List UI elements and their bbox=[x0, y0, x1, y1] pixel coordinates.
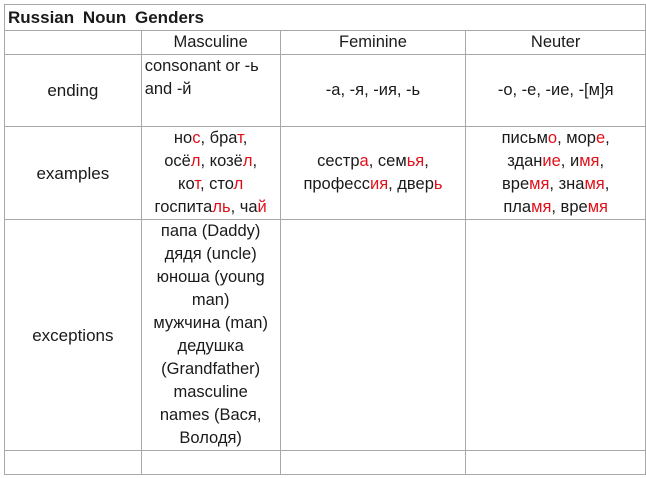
ending-highlight: т bbox=[194, 175, 200, 193]
example-line: нос, брат, bbox=[173, 129, 248, 147]
example-line: осёл, козёл, bbox=[164, 152, 258, 170]
examples-feminine bbox=[280, 127, 466, 220]
ending-neuter: -о, -е, -ие, -[м]я bbox=[466, 55, 646, 127]
ending-highlight: л bbox=[242, 152, 253, 170]
example-line: профессия, дверь bbox=[303, 175, 443, 193]
table-title: Russian Noun Genders bbox=[5, 5, 646, 31]
ending-highlight: мя bbox=[531, 198, 552, 216]
exception-line: (Grandfather) bbox=[161, 360, 261, 378]
ending-highlight: ль bbox=[212, 198, 231, 216]
ending-feminine: -а, -я, -ия, -ь bbox=[280, 55, 466, 127]
header-neuter: Neuter bbox=[466, 31, 646, 55]
ending-highlight: с bbox=[192, 129, 201, 147]
ending-highlight: ь bbox=[433, 175, 443, 193]
empty-cell bbox=[466, 451, 646, 475]
ending-highlight: й bbox=[257, 198, 267, 216]
row-label-examples: examples bbox=[5, 127, 142, 220]
exception-line: дедушка bbox=[177, 337, 244, 355]
exceptions-feminine bbox=[280, 220, 466, 451]
exception-line: мужчина (man) bbox=[153, 314, 268, 332]
exception-line: Володя) bbox=[179, 429, 242, 447]
example-line: госпиталь, чай bbox=[154, 198, 267, 216]
ending-highlight: мя bbox=[529, 175, 550, 193]
ending-highlight: ья bbox=[406, 152, 425, 170]
ending-highlight: ие bbox=[542, 152, 561, 170]
exception-line: masculine bbox=[173, 383, 248, 401]
examples-masculine bbox=[141, 127, 280, 220]
ending-highlight: л bbox=[233, 175, 244, 193]
example-line: время, знамя, bbox=[502, 175, 610, 193]
ending-highlight: мя bbox=[587, 198, 608, 216]
empty-cell bbox=[5, 451, 142, 475]
ending-masculine: consonant or -ь and -й bbox=[141, 55, 280, 127]
header-empty bbox=[5, 31, 142, 55]
examples-neuter bbox=[466, 127, 646, 220]
row-label-ending: ending bbox=[5, 55, 142, 127]
ending-highlight: мя bbox=[579, 152, 600, 170]
ending-highlight: т bbox=[237, 129, 243, 147]
ending-highlight: е bbox=[595, 129, 606, 147]
ending-highlight: а bbox=[359, 152, 369, 170]
exception-line: юноша (young bbox=[156, 268, 265, 286]
gender-table bbox=[4, 4, 646, 475]
ending-highlight: л bbox=[190, 152, 201, 170]
empty-cell bbox=[280, 451, 466, 475]
example-line: сестра, семья, bbox=[317, 152, 429, 170]
exceptions-neuter bbox=[466, 220, 646, 451]
exception-line: man) bbox=[191, 291, 230, 309]
exception-line: папа (Daddy) bbox=[160, 222, 261, 240]
header-feminine: Feminine bbox=[280, 31, 466, 55]
exception-line: дядя (uncle) bbox=[164, 245, 257, 263]
ending-highlight: о bbox=[547, 129, 558, 147]
exception-line: names (Вася, bbox=[159, 406, 262, 424]
ending-highlight: мя bbox=[584, 175, 605, 193]
example-line: кот, стол bbox=[178, 175, 244, 193]
exceptions-masculine bbox=[141, 220, 280, 451]
row-label-exceptions: exceptions bbox=[5, 220, 142, 451]
example-line: пламя, время bbox=[503, 198, 608, 216]
header-masculine: Masculine bbox=[141, 31, 280, 55]
example-line: письмо, море, bbox=[501, 129, 610, 147]
example-line: здание, имя, bbox=[507, 152, 605, 170]
empty-cell bbox=[141, 451, 280, 475]
ending-highlight: ия bbox=[369, 175, 389, 193]
